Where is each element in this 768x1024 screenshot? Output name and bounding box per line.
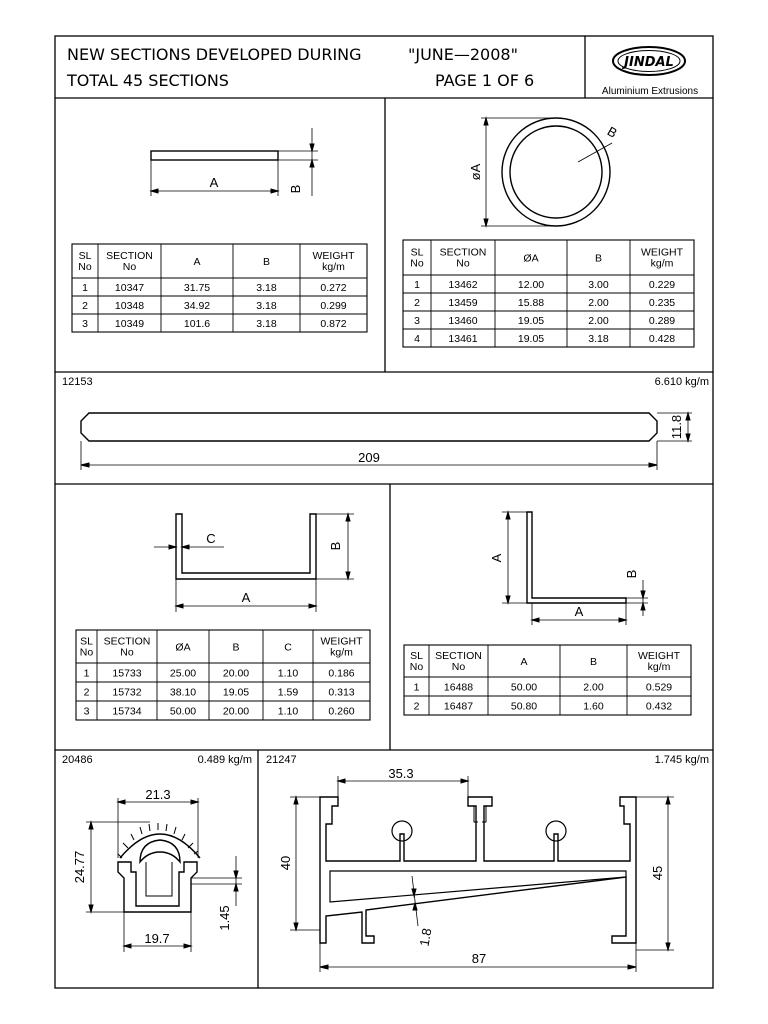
- arrow-head: [619, 618, 626, 622]
- logo-text: JINDAL: [624, 55, 674, 70]
- table-cell: 15734: [112, 705, 142, 718]
- dim-label-width: 87: [471, 951, 487, 966]
- table-cell: 4: [414, 333, 420, 345]
- arrow-head: [184, 944, 191, 948]
- table-header-cell: B: [589, 656, 598, 668]
- arrow-head: [151, 189, 158, 193]
- rail-outline: [320, 797, 636, 943]
- table-cell: 15733: [112, 667, 142, 680]
- table-header-cell: C: [284, 641, 292, 654]
- table-cell: 0.529: [645, 681, 673, 694]
- arrow-head: [641, 603, 645, 610]
- table-header-cell: WEIGHT kg/m: [638, 650, 680, 673]
- table-cell: 10347: [114, 282, 145, 294]
- arrow-head: [169, 545, 176, 549]
- table-cell: 50.80: [510, 700, 538, 713]
- dim-line-wall: [412, 876, 418, 926]
- angle-section: [527, 512, 626, 603]
- arrow-head: [320, 965, 328, 969]
- table-cell: 34.92: [183, 300, 211, 312]
- arrow-head: [641, 591, 645, 598]
- table-header-cell: B: [594, 252, 603, 265]
- table-header-cell: SECTION No: [439, 246, 487, 270]
- dim-label-b: B: [624, 569, 639, 579]
- table-cell: 0.260: [328, 705, 355, 718]
- table-cell: 13459: [448, 297, 478, 309]
- dim-label-height: 24.77: [72, 850, 87, 884]
- table-cell: 3.18: [256, 318, 277, 330]
- table-cell: 10348: [114, 300, 145, 312]
- seal-arc-outer: [120, 834, 200, 858]
- arrow-head: [234, 871, 238, 878]
- arrow-head: [666, 797, 670, 804]
- arrow-head: [484, 118, 488, 125]
- section-number: 20486: [62, 754, 93, 766]
- outer-frame: [55, 36, 713, 988]
- table-cell: 13460: [448, 315, 478, 327]
- arrow-head: [649, 463, 657, 467]
- table-cell: 13461: [448, 333, 478, 345]
- frame-lines: [55, 36, 713, 988]
- wide-bar-drawing: [81, 413, 692, 470]
- arrow-head: [346, 514, 350, 521]
- table-header-cell: SL No: [79, 635, 94, 659]
- arrow-head: [484, 219, 488, 226]
- table-header-cell: WEIGHT kg/m: [312, 250, 355, 273]
- channel-section: [176, 514, 316, 579]
- table-cell: 50.00: [510, 681, 538, 694]
- table-cell: 1: [414, 279, 420, 291]
- arrow-head: [294, 923, 298, 930]
- table-cell: 1: [413, 681, 420, 694]
- table-cell: 3: [414, 315, 420, 327]
- arrow-head: [124, 944, 131, 948]
- table-header-cell: SL No: [410, 246, 424, 270]
- seal-inner-cavity: [146, 862, 172, 896]
- table-header-cell: A: [520, 656, 528, 668]
- table-cell: 2: [82, 300, 88, 312]
- table-cell: 0.299: [320, 300, 347, 312]
- table-header-cell: B: [232, 641, 240, 654]
- table-cell: 0.289: [648, 315, 676, 327]
- table-header-cell: ØA: [523, 252, 539, 265]
- arrow-head: [89, 822, 93, 829]
- arrow-head: [461, 779, 468, 783]
- table-cell: 50.00: [169, 705, 197, 718]
- rail-chamber: [330, 871, 626, 902]
- table-cell: 0.313: [328, 686, 355, 699]
- arrow-head: [81, 463, 89, 467]
- dim-label-wall: 1.8: [416, 927, 435, 948]
- table-cell: 38.10: [169, 686, 197, 699]
- angle-table: [404, 645, 691, 715]
- company-logo: [602, 47, 698, 97]
- arrow-head: [506, 512, 510, 519]
- table-cell: 2: [83, 686, 90, 699]
- table-header-cell: SECTION No: [103, 635, 151, 659]
- dim-label-c: C: [206, 531, 216, 546]
- table-cell: 31.75: [183, 282, 211, 294]
- arrow-head: [294, 797, 298, 804]
- section-weight: 6.610 kg/m: [654, 376, 709, 388]
- rail-profile-drawing: [290, 776, 674, 972]
- tube-inner-circle: [510, 126, 602, 218]
- table-header-cell: A: [193, 256, 201, 268]
- table-cell: 1.10: [277, 705, 299, 718]
- round-tube-table: [403, 240, 694, 347]
- table-cell: 15.88: [517, 297, 545, 309]
- title-block: [66, 45, 534, 90]
- table-header-cell: SECTION No: [106, 250, 153, 273]
- table-cell: 2: [413, 700, 420, 713]
- section-weight: 1.745 kg/m: [654, 754, 709, 766]
- table-cell: 3.18: [588, 333, 609, 345]
- dim-label-a: A: [209, 175, 219, 190]
- period-label: "JUNE—2008": [408, 45, 518, 64]
- seal-base: [118, 862, 197, 912]
- dim-label-right-height: 45: [650, 865, 665, 881]
- table-cell: 1.59: [277, 686, 299, 699]
- arrow-head: [89, 905, 93, 912]
- round-tube-drawing: [481, 118, 612, 226]
- dim-label-diameter: øA: [468, 163, 483, 181]
- dim-label-left-height: 40: [278, 855, 293, 871]
- table-cell: 1.60: [583, 700, 604, 713]
- seal-core: [140, 840, 180, 862]
- dim-label-width: 209: [358, 450, 380, 465]
- logo-subtitle: Aluminium Extrusions: [601, 86, 699, 97]
- title-line-1: NEW SECTIONS DEVELOPED DURING: [67, 45, 362, 64]
- section-number: 12153: [62, 376, 93, 388]
- table-cell: 3: [82, 318, 88, 330]
- table-cell: 0.235: [648, 297, 676, 309]
- arrow-head: [191, 800, 198, 804]
- table-header-cell: SL No: [78, 250, 92, 273]
- arrow-head: [338, 779, 345, 783]
- dim-label-wall: 1.45: [217, 905, 232, 931]
- table-cell: 0.272: [320, 282, 347, 294]
- dim-label-a-vertical: A: [489, 553, 504, 563]
- table-cell: 0.186: [328, 667, 355, 680]
- flat-bar-section: [151, 151, 278, 160]
- arrow-head: [346, 572, 350, 579]
- table-cell: 15732: [112, 686, 142, 699]
- dim-label-top: 21.3: [145, 787, 171, 802]
- table-cell: 0.428: [648, 333, 676, 345]
- page-indicator: PAGE 1 OF 6: [435, 71, 535, 90]
- table-cell: 20.00: [222, 667, 250, 680]
- table-header-cell: SL No: [409, 650, 424, 673]
- table-cell: 0.872: [320, 318, 347, 330]
- arrow-head: [628, 965, 636, 969]
- table-cell: 2.00: [588, 297, 609, 309]
- dim-label-thickness: 11.8: [669, 414, 684, 440]
- arrow-head: [686, 434, 690, 441]
- wide-bar-section: [81, 413, 657, 441]
- table-cell: 19.05: [222, 686, 250, 699]
- table-cell: 3.00: [588, 279, 609, 291]
- table-cell: 2: [414, 297, 420, 309]
- table-cell: 16488: [443, 681, 474, 694]
- table-cell: 1: [82, 282, 88, 294]
- arrow-head: [310, 160, 314, 167]
- arrow-head: [666, 943, 670, 950]
- table-header-cell: WEIGHT kg/m: [641, 246, 683, 270]
- arrow-head: [271, 189, 278, 193]
- dim-label-b: B: [328, 541, 343, 551]
- flat-bar-table: [72, 244, 367, 332]
- dim-label-b: B: [604, 123, 620, 141]
- table-cell: 3.18: [256, 300, 277, 312]
- dim-label-top: 35.3: [388, 766, 414, 781]
- arrow-head: [118, 800, 125, 804]
- arrow-head: [234, 884, 238, 891]
- channel-table: [76, 630, 370, 720]
- table-cell: 101.6: [183, 318, 211, 330]
- table-header-cell: B: [262, 256, 271, 268]
- arrow-head: [310, 144, 314, 151]
- dim-label-a: A: [241, 590, 251, 605]
- channel-drawing: [154, 514, 354, 612]
- table-cell: 19.05: [517, 315, 545, 327]
- arrow-head: [176, 604, 183, 608]
- table-cell: 0.432: [645, 700, 673, 713]
- rail-keyhole-left: [392, 821, 412, 841]
- arrow-head: [182, 545, 189, 549]
- title-line-2: TOTAL 45 SECTIONS: [67, 71, 229, 90]
- dim-label-bottom: 19.7: [144, 931, 170, 946]
- arrow-head: [506, 596, 510, 603]
- table-cell: 3.18: [256, 282, 277, 294]
- section-weight: 0.489 kg/m: [197, 754, 252, 766]
- table-header-cell: WEIGHT kg/m: [320, 635, 363, 659]
- table-cell: 20.00: [222, 705, 250, 718]
- table-cell: 19.05: [517, 333, 545, 345]
- dim-label-b: B: [288, 184, 303, 194]
- table-header-cell: SECTION No: [435, 650, 482, 673]
- table-cell: 2.00: [588, 315, 609, 327]
- rail-keyhole-right: [546, 821, 566, 841]
- table-cell: 13462: [448, 279, 478, 291]
- table-cell: 10349: [114, 318, 145, 330]
- arrow-head: [532, 618, 539, 622]
- table-cell: 2.00: [583, 681, 604, 694]
- table-cell: 3: [83, 705, 90, 718]
- table-cell: 12.00: [517, 279, 545, 291]
- dim-label-a-horizontal: A: [574, 604, 584, 619]
- table-cell: 1: [83, 667, 90, 680]
- tube-outer-circle: [502, 118, 610, 226]
- table-cell: 1.10: [277, 667, 299, 680]
- table-cell: 0.229: [648, 279, 676, 291]
- section-number: 21247: [266, 754, 297, 766]
- table-cell: 25.00: [169, 667, 197, 680]
- arrow-head: [309, 604, 316, 608]
- table-cell: 16487: [443, 700, 474, 713]
- table-header-cell: ØA: [175, 641, 191, 654]
- arrow-head: [686, 413, 690, 420]
